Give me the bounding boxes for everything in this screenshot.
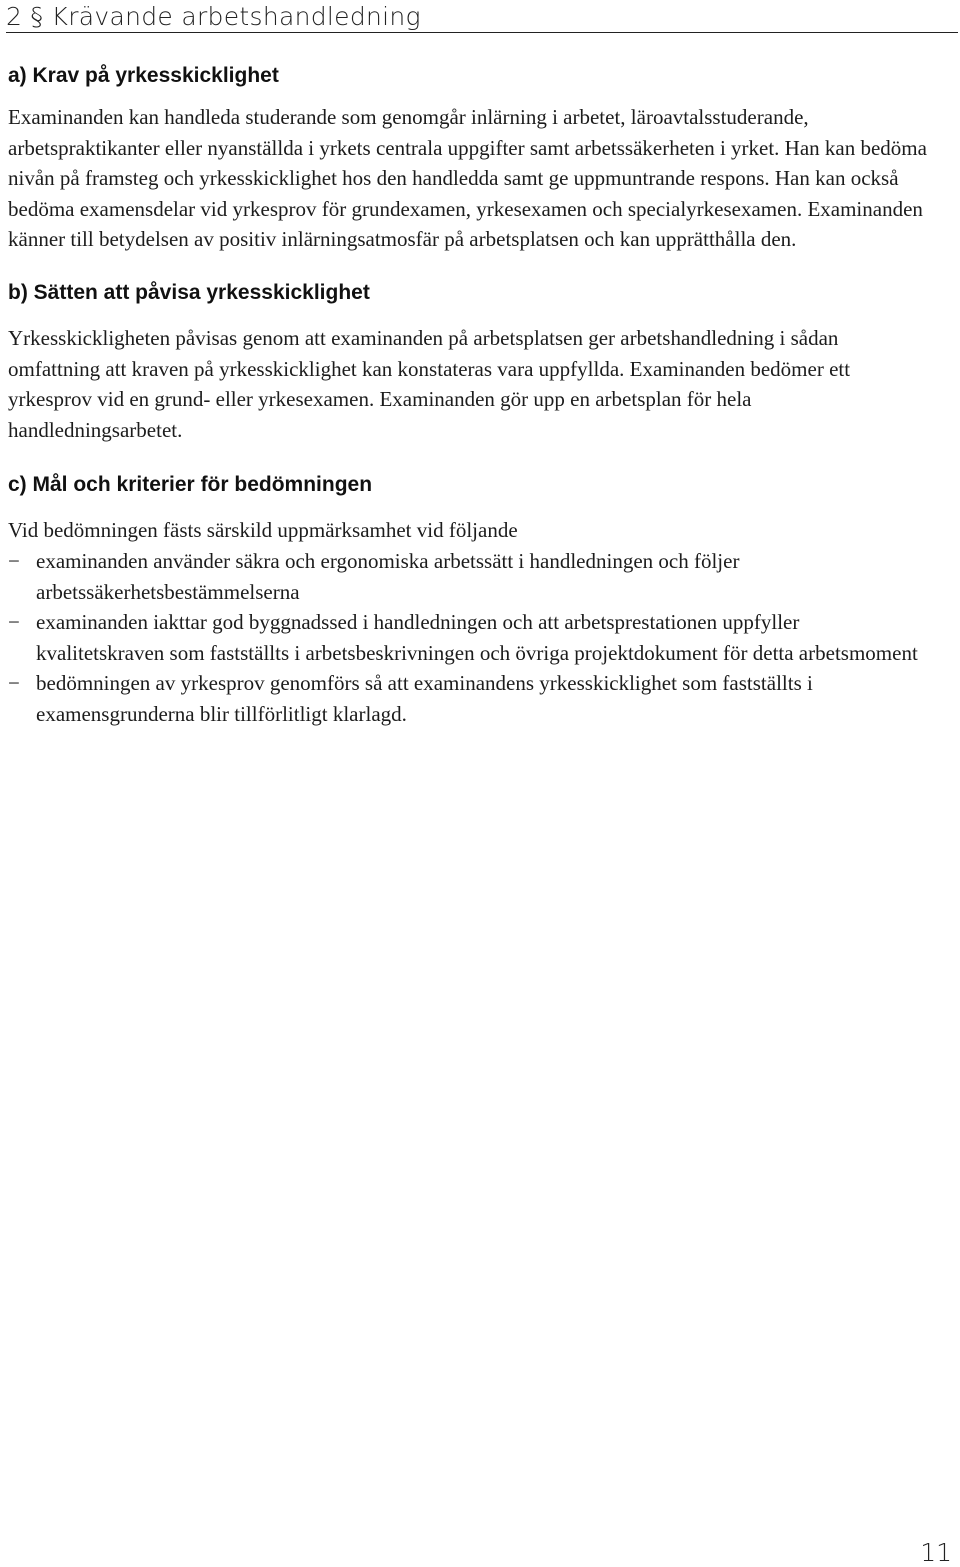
section-b-heading: b) Sätten att påvisa yrkesskicklighet (8, 280, 370, 304)
header-title: 2 § Krävande arbetshandledning (6, 2, 421, 31)
list-item-text: examinanden använder säkra och ergonomiska arbetssätt i handledningen och följer arbetssäkerhetsbestämmelserna (36, 548, 740, 604)
list-item-text: bedömningen av yrkesprov genomförs så att examinandens yrkesskicklighet som fastställts i examensgrunderna blir tillförlitligt klarlagd. (36, 671, 813, 726)
section-a-heading: a) Krav på yrkesskicklighet (8, 64, 279, 87)
dash-bullet-icon: − (8, 548, 20, 573)
document-body (8, 58, 928, 730)
page-header (6, 0, 958, 33)
criteria-list (8, 546, 928, 730)
list-item (8, 607, 928, 668)
section-a-paragraph: Examinanden kan handleda studerande som genomgår inlärning i arbetet, läroavtalsstuderande, arbetspraktikanter eller nyanställda i yrkets centrala uppgifter samt arbetssäkerheten i yrket. Han kan bedöma nivån på framsteg och yrkesskicklighet hos den handledda samt ge uppmuntrande respons. Han kan också bedöma examensdelar vid yrkesprov för grundexamen, yrkesexamen och specialyrkesexamen. Examinanden känner till betydelsen av positiv inlärningsatmosfär på arbetsplatsen och kan upprätthålla den. (8, 105, 927, 252)
section-c (8, 469, 928, 729)
section-b-paragraph: Yrkesskickligheten påvisas genom att examinanden på arbetsplatsen ger arbetshandledning i sådan omfattning att kraven på yrkesskicklighet kan konstateras vara uppfyllda. Examinanden bedömer ett yrkesprov vid en grund- eller yrkesexamen. Examinanden gör upp en arbetsplan för hela handledningsarbetet. (8, 325, 851, 442)
list-item-text: examinanden iakttar god byggnadssed i handledningen och att arbetsprestationen uppfyller kvalitetskraven som fastställts i arbetsbeskrivningen och övriga projektdokument för detta arbetsmoment (36, 610, 918, 665)
list-item (8, 668, 928, 729)
section-b (8, 277, 928, 445)
section-c-intro: Vid bedömningen fästs särskild uppmärksamhet vid följande (8, 518, 518, 543)
list-item (8, 546, 928, 607)
section-c-heading: c) Mål och kriterier för bedömningen (8, 473, 373, 497)
dash-bullet-icon: − (8, 671, 20, 696)
section-a (8, 60, 928, 255)
page-number: 11 (920, 1538, 952, 1567)
dash-bullet-icon: − (8, 610, 20, 635)
